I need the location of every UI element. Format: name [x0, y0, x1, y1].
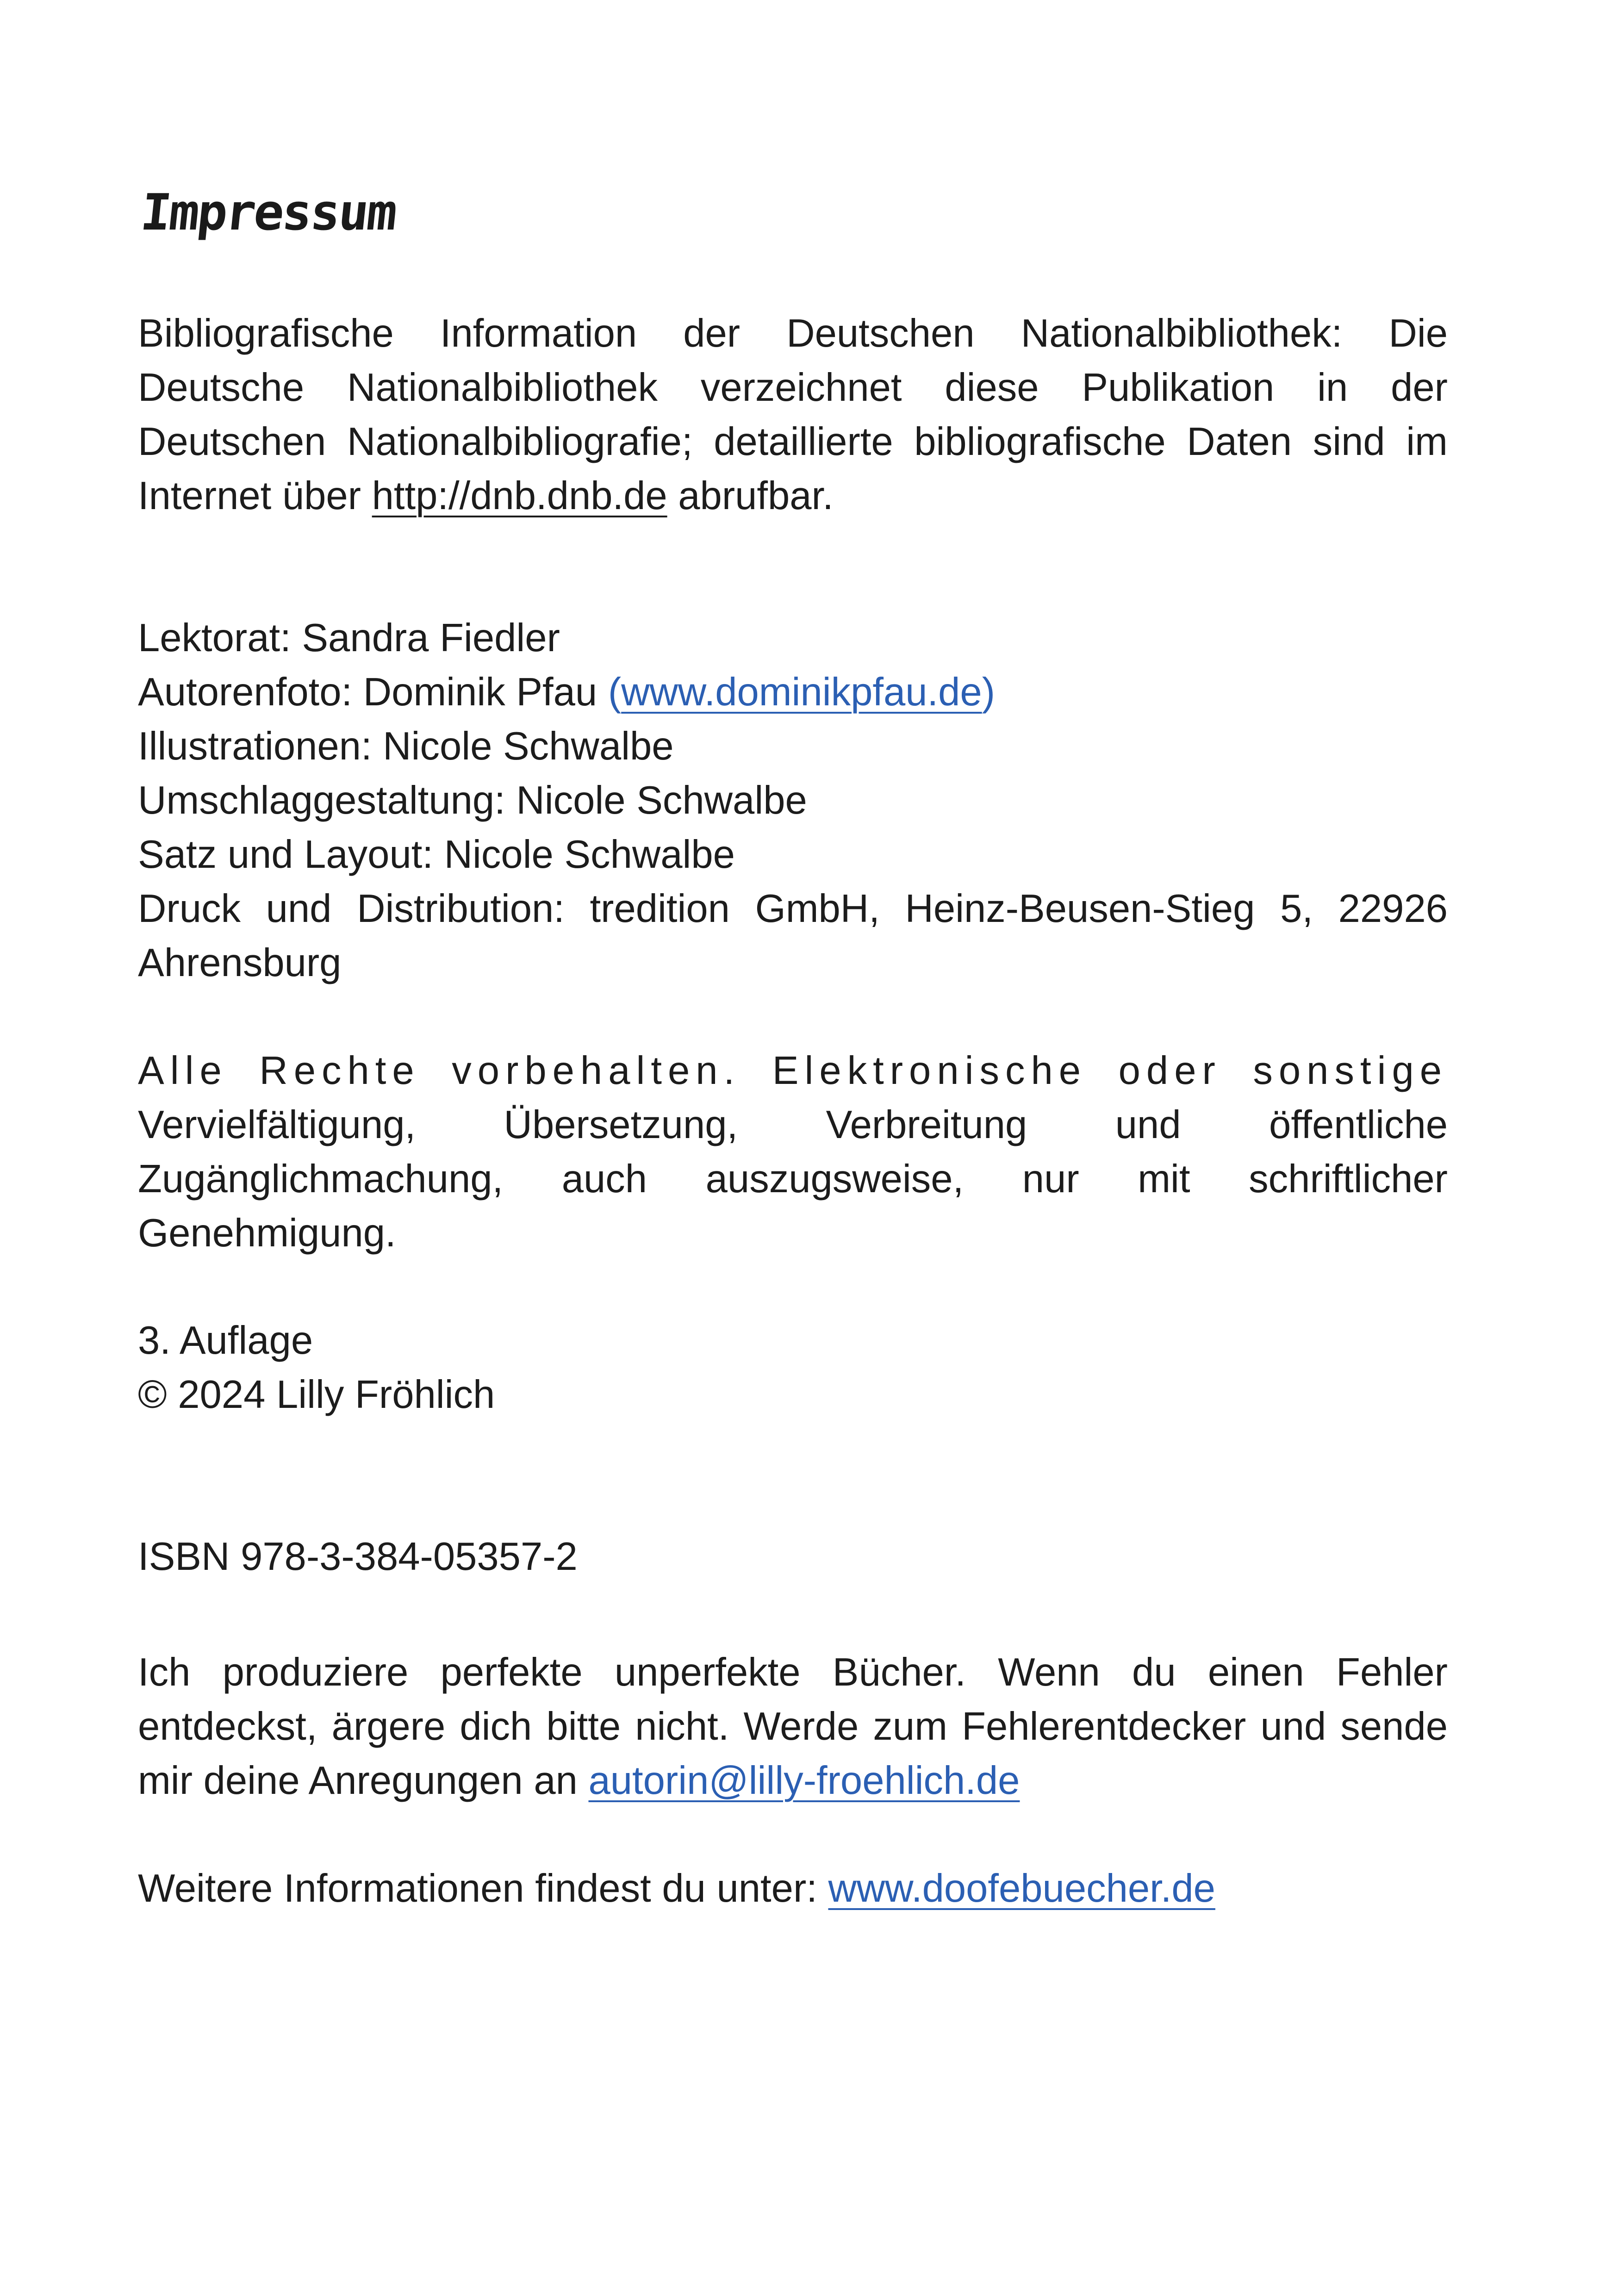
photographer-website-link[interactable]: www.dominikpfau.de — [621, 670, 982, 714]
more-info-text: Weitere Informationen findest du unter: — [138, 1867, 828, 1910]
bibliographic-info-suffix: abrufbar. — [667, 474, 834, 518]
page-title: Impressum — [138, 184, 398, 242]
credit-layout: Satz und Layout: Nicole Schwalbe — [138, 833, 735, 877]
dnb-link[interactable]: http://dnb.dnb.de — [372, 474, 667, 518]
author-email-link[interactable]: autorin@lilly-froehlich.de — [588, 1759, 1020, 1803]
isbn: ISBN 978-3-384-05357-2 — [138, 1535, 578, 1579]
open-paren: ( — [608, 670, 622, 714]
credit-author-photo-label: Autorenfoto: Dominik Pfau — [138, 670, 608, 714]
rights-text: Vervielfältigung, Übersetzung, Verbreitung und öffentliche Zugänglichmachung, auch auszugsweise, nur mit schriftlicher Genehmigung. — [138, 1103, 1448, 1255]
error-report-paragraph — [138, 1645, 1448, 1808]
error-report-text: Ich produziere perfekte unperfekte Bücher. Wenn du einen Fehler entdeckst, ärgere dich bitte nicht. Werde zum Fehlerentdecker und sende mir deine Anregungen an — [138, 1650, 1448, 1803]
bibliographic-info-text: Bibliografische Information der Deutschen Nationalbibliothek: Die Deutsche Nationalbibliothek verzeichnet diese Publikation in der Deutschen Nationalbibliografie; detaillierte bibliografische Daten sind im Internet über — [138, 311, 1448, 518]
rights-paragraph — [138, 1044, 1448, 1260]
credits-block — [138, 611, 1448, 990]
edition-block — [138, 1313, 1448, 1422]
credit-editor: Lektorat: Sandra Fiedler — [138, 616, 560, 660]
credit-illustrations: Illustrationen: Nicole Schwalbe — [138, 724, 674, 768]
credit-cover-design: Umschlaggestaltung: Nicole Schwalbe — [138, 778, 807, 822]
credit-print-distribution: Druck und Distribution: tredition GmbH, Heinz-Beusen-Stieg 5, 22926 Ahrensburg — [138, 887, 1448, 985]
edition-number: 3. Auflage — [138, 1319, 313, 1363]
rights-first-line: Alle Rechte vorbehalten. Elektronische oder sonstige — [138, 1049, 1448, 1093]
website-link[interactable]: www.doofebuecher.de — [828, 1867, 1215, 1910]
close-paren: ) — [982, 670, 996, 714]
more-info-paragraph — [138, 1861, 1448, 1916]
credit-author-photo — [138, 665, 1448, 719]
copyright-notice: © 2024 Lilly Fröhlich — [138, 1373, 495, 1417]
bibliographic-info-paragraph — [138, 306, 1448, 523]
